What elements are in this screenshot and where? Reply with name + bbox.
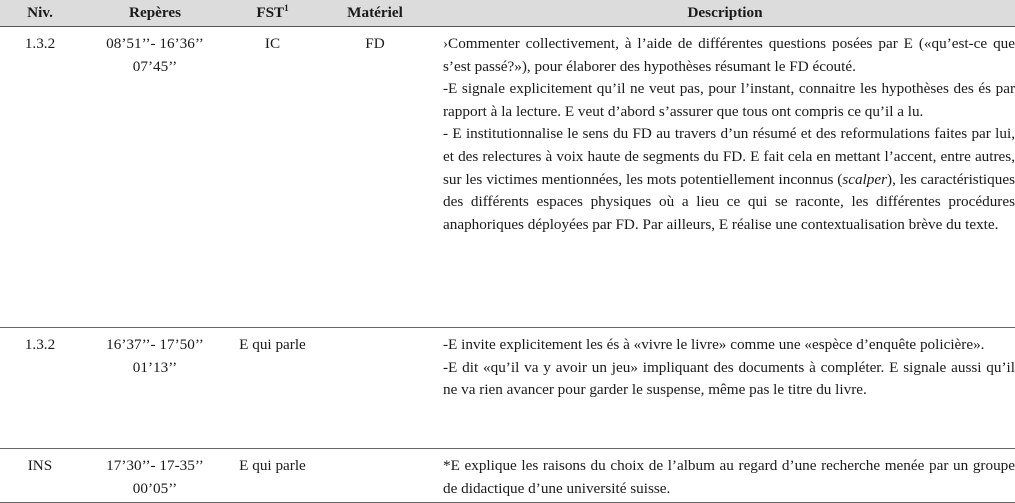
table-row: [0, 328, 1015, 449]
description-paragraph: -E signale explicitement qu’il ne veut pas, pour l’instant, connaitre les hypothèses des és par rapport à la lecture. E veut d’abord s’assurer que tous ont compris ce qu’il a lu.: [443, 80, 1015, 120]
header-fst: [230, 0, 315, 27]
header-row: [0, 0, 1015, 27]
table-body: [0, 27, 1015, 503]
header-description: Description: [435, 0, 1015, 27]
description-text: - E institutionnalise le sens du FD au travers d’un résumé et des reformulations faites par lui, et des relectures à voix haute de segments du FD. E fait cela en mettant l’accent, entre autres, sur les victimes mentionnées, les mots potentiellement inconnus (: [443, 125, 1015, 188]
cell-reperes: [80, 27, 230, 328]
cell-niv: 1.3.2: [0, 27, 80, 328]
description-paragraph: [443, 123, 1015, 236]
description-text: ), les caractéristiques des différents espaces physiques où a lieu ce qui se raconte, les différentes procédures anaphoriques déployées par FD. Par ailleurs, E réalise une contextualisation brève du texte.: [443, 170, 1015, 233]
cell-reperes: [80, 449, 230, 503]
description-paragraph: *E explique les raisons du choix de l’album au regard d’une recherche menée par un groupe de didactique d’une université suisse.: [443, 457, 1015, 497]
header-niv: Niv.: [0, 0, 80, 27]
cell-materiel: [315, 328, 435, 449]
table-row: [0, 27, 1015, 328]
duration: 00’05’’: [132, 479, 178, 497]
cell-materiel: [315, 449, 435, 503]
description-paragraph: -E invite explicitement les és à «vivre le livre» comme une «espèce d’enquête policière».: [443, 336, 985, 353]
header-reperes: Repères: [80, 0, 230, 27]
table-row: [0, 449, 1015, 503]
description-italic-term: scalper: [842, 170, 888, 188]
cell-niv: INS: [0, 449, 80, 503]
time-range: 17’30’’- 17-35’’: [106, 457, 204, 474]
footnote-marker: 1: [284, 2, 289, 13]
cell-fst: E qui parle: [230, 328, 315, 449]
cell-reperes: [80, 328, 230, 449]
time-range: 08’51’’- 16’36’’: [106, 35, 204, 52]
duration: 07’45’’: [132, 57, 178, 75]
cell-materiel: FD: [315, 27, 435, 328]
cell-description: [435, 27, 1015, 328]
description-paragraph: -E dit «qu’il va y avoir un jeu» impliquant des documents à compléter. E signale aussi qu’il ne va rien avancer pour garder le suspense, même pas le titre du livre.: [443, 358, 1015, 399]
cell-description: [435, 328, 1015, 449]
duration: 01’13’’: [132, 358, 178, 376]
header-fst-label: FST: [256, 3, 285, 21]
time-range: 16’37’’- 17’50’’: [106, 336, 204, 353]
cell-fst: E qui parle: [230, 449, 315, 503]
cell-niv: 1.3.2: [0, 328, 80, 449]
header-materiel: Matériel: [315, 0, 435, 27]
cell-fst: IC: [230, 27, 315, 328]
cell-description: [435, 449, 1015, 503]
description-paragraph: ›Commenter collectivement, à l’aide de différentes questions posées par E («qu’est-ce que s’est passé?»), pour élaborer des hypothèses résumant le FD écouté.: [443, 35, 1015, 75]
table-header: [0, 0, 1015, 27]
